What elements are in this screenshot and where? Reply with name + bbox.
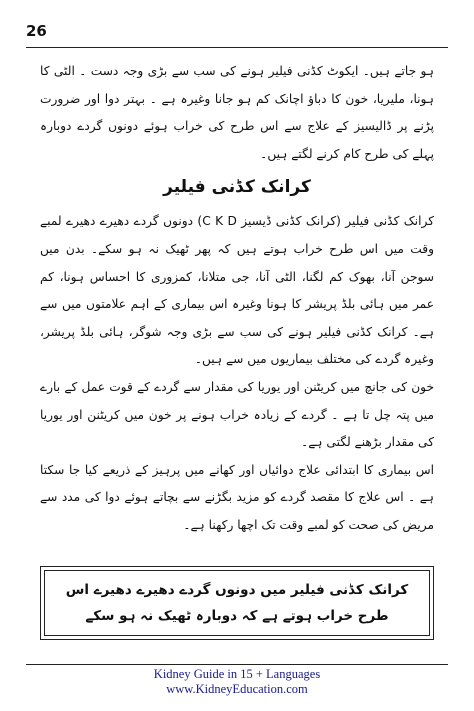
callout-box — [40, 566, 434, 640]
footer-website-link[interactable]: www.KidneyEducation.com — [166, 682, 308, 696]
header-divider — [26, 47, 448, 48]
footer-title: Kidney Guide in 15 + Languages — [153, 667, 321, 681]
page-body — [40, 58, 434, 540]
body-paragraph-3: اس بیماری کا ابتدائی علاج دوائیاں اور کھانے میں پرہیز کے ذریعے کیا جا سکتا ہے ۔ اس علاج کا مقصد گردے کو مزید بگڑنے سے بچاتے ہوئے دوا کی مدد سے مریض کی صحت کو لمبے وقت تک اچھا رکھنا ہے۔ — [40, 462, 434, 532]
section-heading: کرانک کڈنی فیلیر — [163, 177, 311, 198]
callout-text: کرانک کڈنی فیلیر میں دونوں گردے دھیرے دھیرے اس طرح خراب ہوتے ہے کہ دوبارہ ٹھیک نہ ہو سکے — [44, 570, 430, 636]
body-paragraph-1: کرانک کڈنی فیلیر (کرانک کڈنی ڈیسیز C K D) دونوں گردے دھیرے دھیرے لمبے وقت میں اس طرح خراب ہوتے ہیں کہ پھر ٹھیک نہ ہو سکے۔ بدن میں سوجن آنا، بھوک کم لگنا، الٹی آنا، جی متلانا، کمزوری کا احساس ہونا، کم عمر میں ہائی بلڈ پریشر کا ہونا وغیرہ اس بیماری کے اہم علامتوں میں سے ہے۔ کرانک کڈنی فیلیر ہونے کی سب سے بڑی وجہ شوگر، ہائی بلڈ پریشر، وغیرہ گردے کی مختلف بیماریوں میں سے ہیں۔ — [40, 214, 434, 367]
intro-paragraph: ہو جاتے ہیں۔ ایکوٹ کڈنی فیلیر ہونے کی سب سے بڑی وجہ دست ۔ الٹی کا ہونا، ملیریا، خون کا دباؤ اچانک کم ہو جانا وغیرہ ہے ۔ بہتر دوا اور ضرورت پڑنے پر ڈالیسیز کے علاج سے اس طرح کی خراب ہوئے دونوں گردے دوبارہ پہلے کی طرح کام کرنے لگتے ہیں۔ — [40, 64, 434, 161]
page-number: 26 — [26, 22, 47, 40]
footer-divider — [26, 664, 448, 665]
body-paragraph-2: خون کی جانچ میں کریٹنن اور یوریا کی مقدار سے گردے کے قوت عمل کے بارے میں پتہ چل تا ہے ۔ گردے کے زیادہ خراب ہونے پر خون میں کریٹنن اور یوریا کی مقدار بڑھنے لگتی ہے۔ — [40, 379, 434, 450]
footer — [0, 667, 474, 697]
